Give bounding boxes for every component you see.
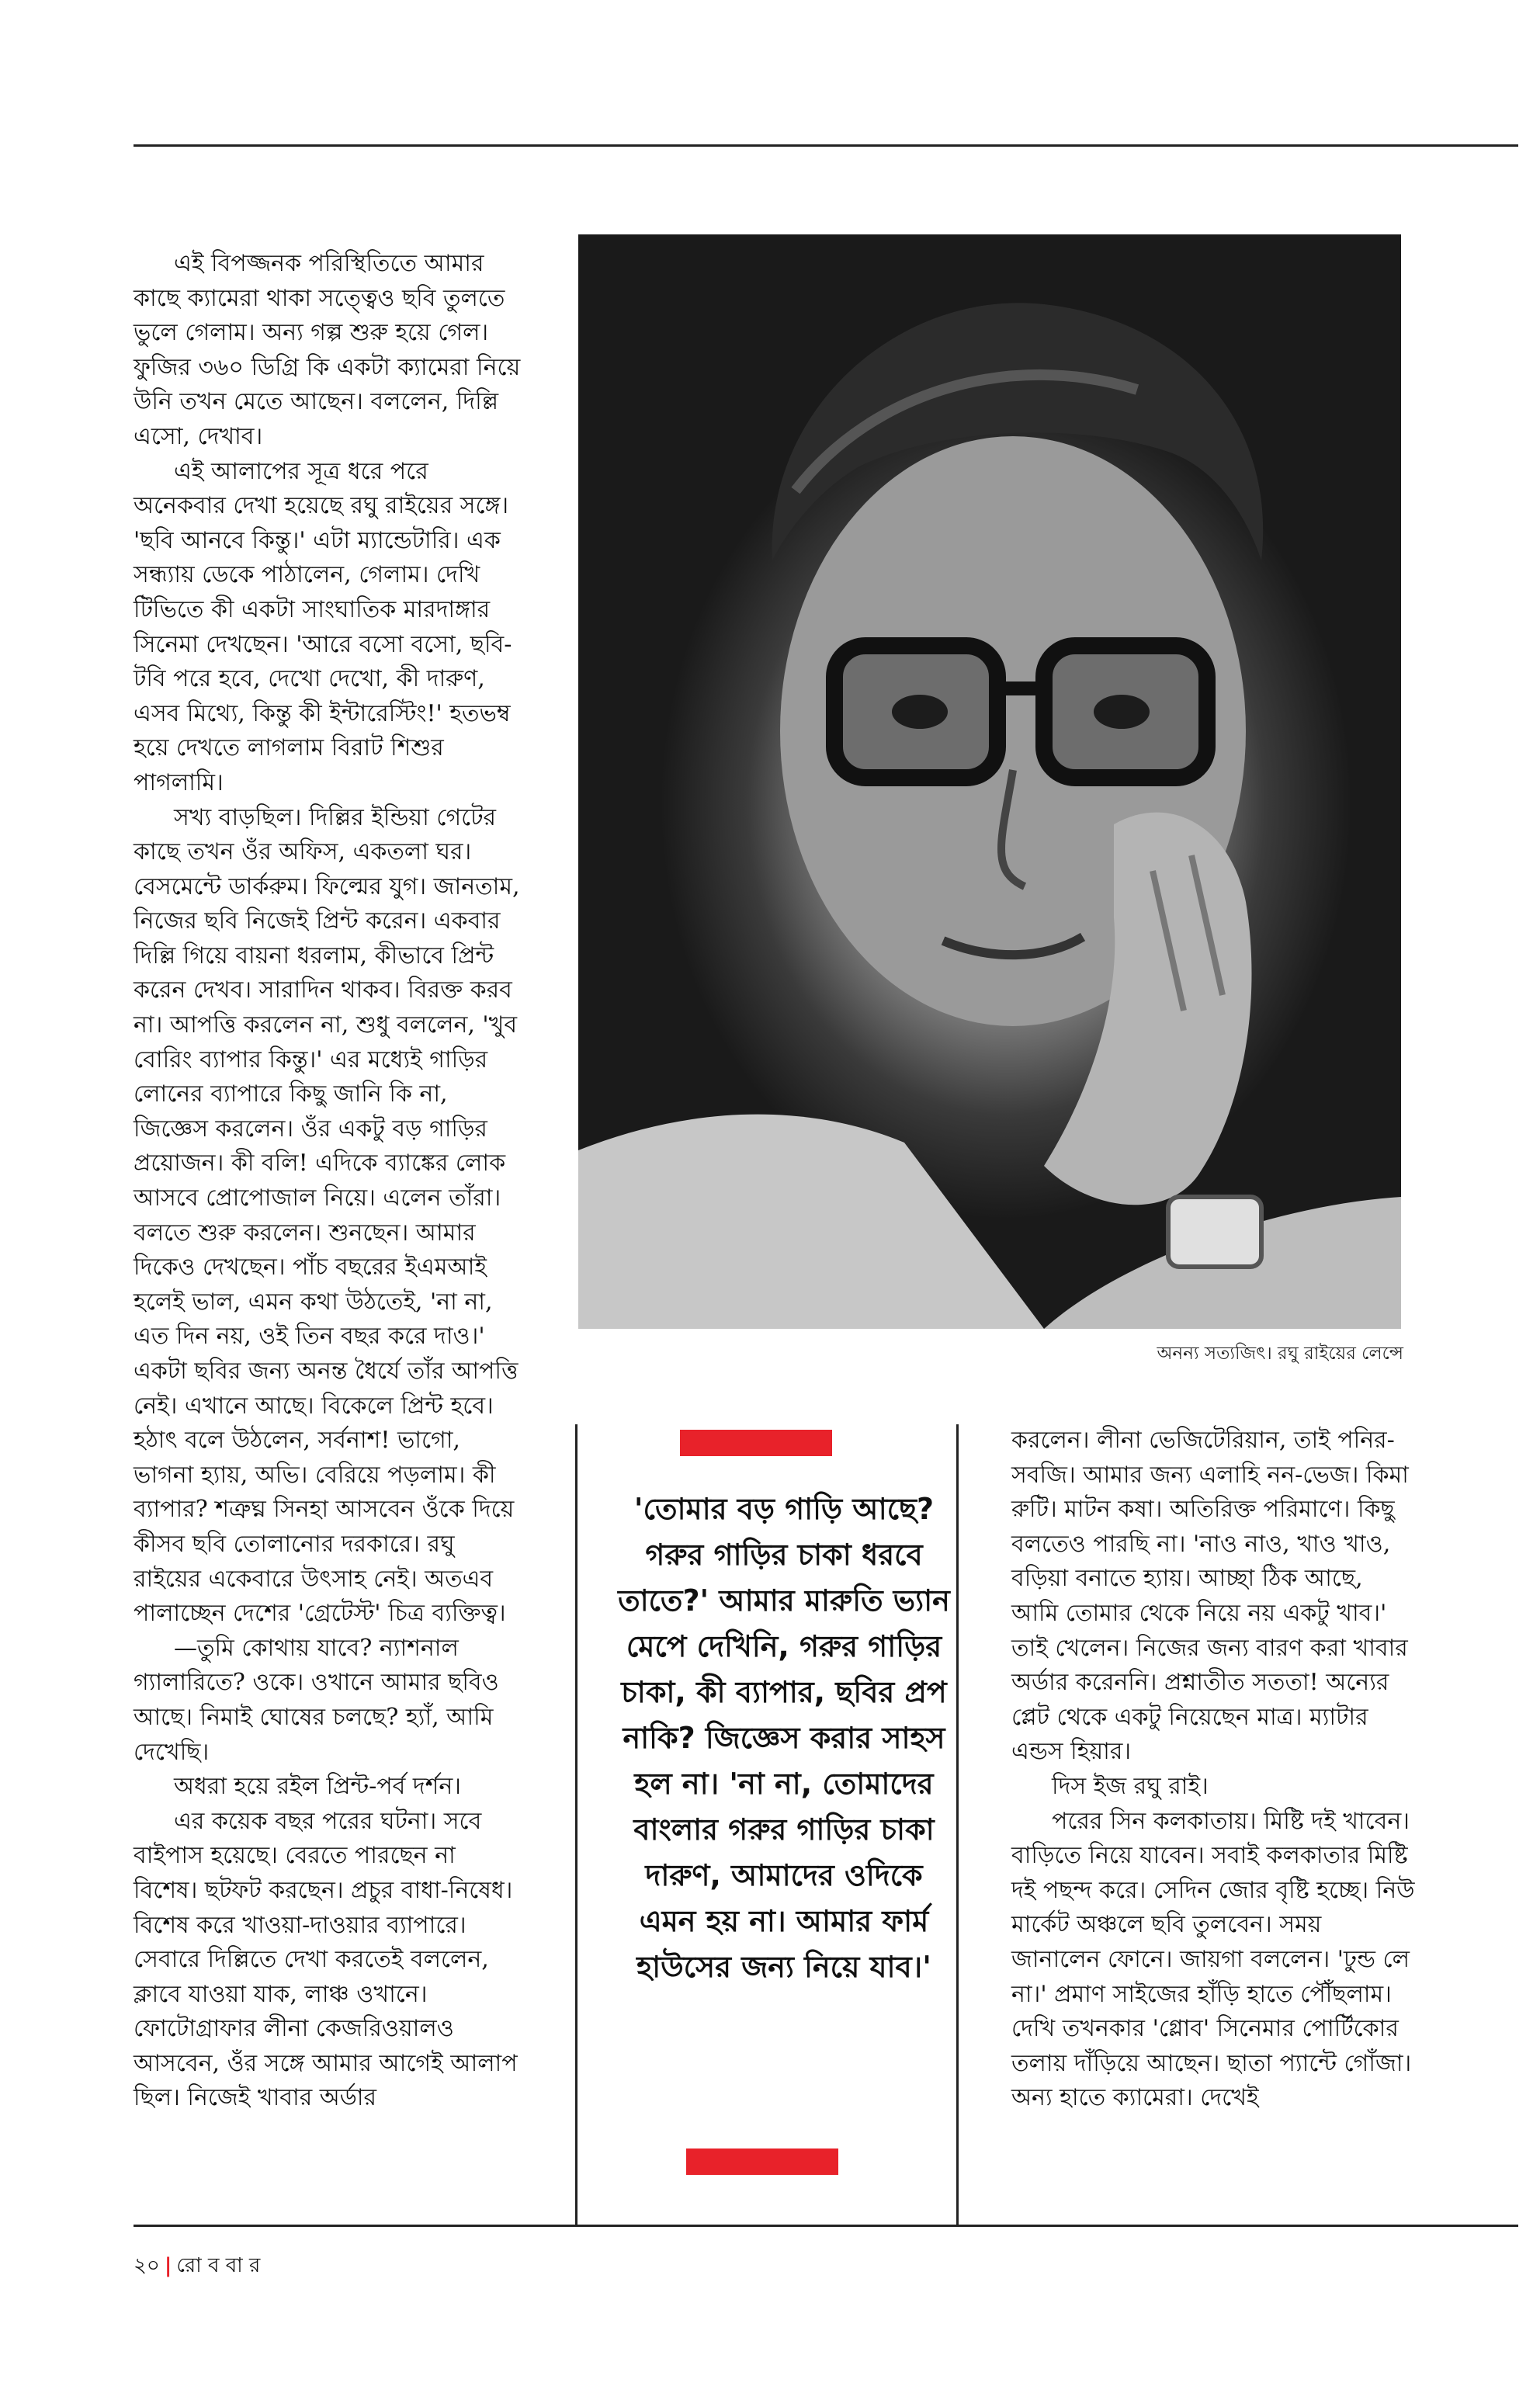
article-column-1 [134, 247, 522, 2116]
paragraph: অধরা হয়ে রইল প্রিন্ট-পর্ব দর্শন। [174, 1773, 462, 1801]
paragraph: এই বিপজ্জনক পরিস্থিতিতে আমার কাছে ক্যামেরা থাকা সত্ত্বেও ছবি তুলতে ভুলে গেলাম। অন্য গল্প শুরু হয়ে গেল। ফুজির ৩৬০ ডিগ্রি কি একটা ক্যামেরা নিয়ে উনি তখন মেতে আছেন। বললেন, দিল্লি এসো, দেখাব। [134, 250, 521, 450]
folio-separator: | [164, 2254, 172, 2277]
paragraph: করলেন। লীনা ভেজিটেরিয়ান, তাই পনির-সবজি। আমার জন্য এলাহি নন-ভেজ। কিমা রুটি। মাটন কষা। অতিরিক্ত পরিমাণে। কিছু বলতেও পারছি না। 'নাও নাও, খাও খাও, বড়িয়া বনাতে হ্যায়। আচ্ছা ঠিক আছে, আমি তোমার থেকে নিয়ে নয় একটু খাব।' তাই খেলেন। নিজের জন্য বারণ করা খাবার অর্ডার করেননি। প্রশ্নাতীত সততা! অন্যের প্লেট থেকে একটু নিয়েছেন মাত্র। ম্যাটার এন্ডস হিয়ার। [1011, 1427, 1409, 1766]
portrait-photo [578, 234, 1401, 1329]
top-rule [134, 144, 1518, 147]
paragraph: সখ্য বাড়ছিল। দিল্লির ইন্ডিয়া গেটের কাছে তখন ওঁর অফিস, একতলা ঘর। বেসমেন্টে ডার্করুম। ফিল্মের যুগ। জানতাম, নিজের ছবি নিজেই প্রিন্ট করেন। একবার দিল্লি গিয়ে বায়না ধরলাম, কীভাবে প্রিন্ট করেন দেখব। সারাদিন থাকব। বিরক্ত করব না। আপত্তি করলেন না, শুধু বললেন, 'খুব বোরিং ব্যাপার কিন্তু।' এর মধ্যেই গাড়ির লোনের ব্যাপারে কিছু জানি কি না, জিজ্ঞেস করলেন। ওঁর একটু বড় গাড়ির প্রয়োজন। কী বলি! এদিকে ব্যাঙ্কের লোক আসবে প্রোপোজাল নিয়ে। এলেন তাঁরা। বলতে শুরু করলেন। শুনছেন। আমার দিকেও দেখছেন। পাঁচ বছরের ইএমআই হলেই ভাল, এমন কথা উঠতেই, 'না না, এত দিন নয়, ওই তিন বছর করে দাও।' একটা ছবির জন্য অনন্ত ধৈর্যে তাঁর আপত্তি নেই। এখানে আছে। বিকেলে প্রিন্ট হবে। হঠাৎ বলে উঠলেন, সর্বনাশ! ভাগো, ভাগনা হ্যায়, অভি। বেরিয়ে পড়লাম। কী ব্যাপার? শত্রুঘ্ন সিনহা আসবেন ওঁকে দিয়ে কীসব ছবি তোলানোর দরকারে। রঘু রাইয়ের একেবারে উৎসাহ নেই। অতএব পালাচ্ছেন দেশের 'গ্রেটেস্ট' চিত্র ব্যক্তিত্ব। [134, 803, 520, 1628]
photo-caption: অনন্য সত্যজিৎ। রঘু রাইয়ের লেন্সে [1157, 1344, 1403, 1364]
column-divider-right [956, 1424, 959, 2225]
publication-name: রো ব বা র [176, 2254, 261, 2277]
paragraph: এই আলাপের সূত্র ধরে পরে অনেকবার দেখা হয়েছে রঘু রাইয়ের সঙ্গে। 'ছবি আনবে কিন্তু।' এটা ম্যান্ডেটারি। এক সন্ধ্যায় ডেকে পাঠালেন, গেলাম। দেখি টিভিতে কী একটা সাংঘাতিক মারদাঙ্গার সিনেমা দেখছেন। 'আরে বসো বসো, ছবি-টবি পরে হবে, দেখো দেখো, কী দারুণ, এসব মিথ্যে, কিন্তু কী ইন্টারেস্টিং!' হতভম্ব হয়ে দেখতে লাগলাম বিরাট শিশুর পাগলামি। [134, 457, 512, 796]
pull-quote-bottom-bar [686, 2148, 838, 2175]
article-column-3 [1011, 1424, 1415, 2116]
paragraph: পরের সিন কলকাতায়। মিষ্টি দই খাবেন। বাড়িতে নিয়ে যাবেন। সবাই কলকাতার মিষ্টি দই পছন্দ করে। সেদিন জোর বৃষ্টি হচ্ছে। নিউ মার্কেট অঞ্চলে ছবি তুলবেন। সময় জানালেন ফোনে। জায়গা বললেন। 'ঢুন্ড লে না।' প্রমাণ সাইজের হাঁড়ি হাতে পৌঁছলাম। দেখি তখনকার 'গ্লোব' সিনেমার পোর্টিকোর তলায় দাঁড়িয়ে আছেন। ছাতা প্যান্টে গোঁজা। অন্য হাতে ক্যামেরা। দেখেই [1011, 1807, 1415, 2112]
page-folio [134, 2249, 260, 2284]
pull-quote: 'তোমার বড় গাড়ি আছে? গরুর গাড়ির চাকা ধরবে তাতে?' আমার মারুতি ভ্যান মেপে দেখিনি, গরুর গাড়ির চাকা, কী ব্যাপার, ছবির প্রপ নাকি? জিজ্ঞেস করার সাহস হল না। 'না না, তোমাদের বাংলার গরুর গাড়ির চাকা দারুণ, আমাদের ওদিকে এমন হয় না। আমার ফার্ম হাউসের জন্য নিয়ে যাব।' [618, 1492, 950, 1984]
paragraph: দিস ইজ রঘু রাই। [1052, 1772, 1209, 1800]
pull-quote-top-bar [680, 1430, 832, 1456]
bottom-rule [134, 2225, 1518, 2227]
paragraph: এর কয়েক বছর পরের ঘটনা। সবে বাইপাস হয়েছে। বেরতে পারছেন না বিশেষ। ছটফট করছেন। প্রচুর বাধা-নিষেধ। বিশেষ করে খাওয়া-দাওয়ার ব্যাপারে। সেবারে দিল্লিতে দেখা করতেই বললেন, ক্লাবে যাওয়া যাক, লাঞ্চ ওখানে। ফোটোগ্রাফার লীনা কেজরিওয়ালও আসবেন, ওঁর সঙ্গে আমার আগেই আলাপ ছিল। নিজেই খাবার অর্ডার [134, 1807, 518, 2112]
paragraph: —তুমি কোথায় যাবে? ন্যাশনাল গ্যালারিতে? ওকে। ওখানে আমার ছবিও আছে। নিমাই ঘোষের চলছে? হ্যাঁ, আমি দেখেছি। [134, 1634, 499, 1766]
portrait-illustration [578, 234, 1401, 1329]
column-divider-left [575, 1424, 578, 2225]
page-number: ২০ [134, 2254, 160, 2277]
